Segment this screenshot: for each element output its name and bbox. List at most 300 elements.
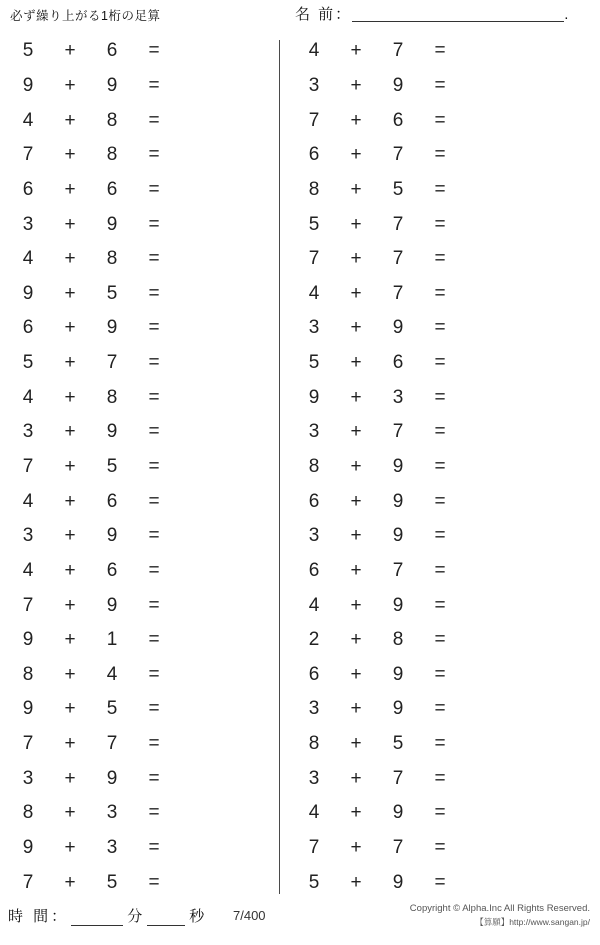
- operand-b: 5: [106, 871, 118, 893]
- answer-blank[interactable]: [460, 491, 550, 513]
- answer-blank[interactable]: [174, 110, 264, 132]
- time-colon: ：: [51, 908, 68, 925]
- plus-icon: +: [64, 421, 76, 443]
- time-label: 時 間: [8, 908, 52, 925]
- operand-a: 8: [22, 802, 34, 824]
- problem-row: [286, 346, 566, 381]
- plus-icon: +: [350, 559, 362, 581]
- equals-icon: =: [148, 317, 160, 339]
- equals-icon: =: [148, 698, 160, 720]
- equals-icon: =: [434, 767, 446, 789]
- operand-b: 6: [392, 352, 404, 374]
- copyright-line-1: Copyright © Alpha.Inc All Rights Reserved.: [409, 903, 590, 914]
- operand-b: 7: [392, 213, 404, 235]
- operand-a: 3: [22, 525, 34, 547]
- operand-b: 9: [106, 525, 118, 547]
- problems-body: [0, 34, 600, 900]
- problem-row: [286, 727, 566, 762]
- operand-a: 3: [22, 767, 34, 789]
- operand-a: 4: [308, 40, 320, 62]
- equals-icon: =: [434, 698, 446, 720]
- operand-a: 5: [22, 40, 34, 62]
- plus-icon: +: [350, 40, 362, 62]
- operand-a: 7: [22, 456, 34, 477]
- operand-a: 8: [308, 178, 320, 200]
- plus-icon: +: [350, 490, 362, 512]
- problem-row: [286, 138, 566, 173]
- equals-icon: =: [434, 871, 446, 893]
- time-field-area: [8, 905, 205, 926]
- operand-a: 3: [308, 74, 320, 96]
- answer-blank[interactable]: [174, 283, 264, 305]
- answer-blank[interactable]: [174, 698, 264, 720]
- plus-icon: +: [350, 109, 362, 131]
- operand-b: 7: [392, 421, 404, 443]
- plus-icon: +: [64, 456, 76, 477]
- answer-blank[interactable]: [460, 40, 550, 62]
- equals-icon: =: [434, 109, 446, 131]
- answer-blank[interactable]: [174, 664, 264, 686]
- problem-row: [0, 761, 280, 796]
- name-colon: ：: [335, 6, 351, 23]
- plus-icon: +: [350, 456, 362, 477]
- problem-row: [0, 658, 280, 693]
- equals-icon: =: [148, 456, 160, 477]
- plus-icon: +: [64, 525, 76, 547]
- answer-blank[interactable]: [460, 698, 550, 720]
- operand-a: 6: [22, 317, 34, 339]
- answer-blank[interactable]: [174, 768, 264, 790]
- plus-icon: +: [350, 282, 362, 304]
- operand-b: 3: [392, 386, 404, 408]
- problem-row: [286, 831, 566, 866]
- plus-icon: +: [64, 144, 76, 166]
- plus-icon: +: [64, 109, 76, 131]
- answer-blank[interactable]: [460, 768, 550, 790]
- answer-blank[interactable]: [174, 40, 264, 62]
- operand-b: 1: [106, 629, 118, 651]
- answer-blank[interactable]: [460, 525, 550, 547]
- equals-icon: =: [148, 40, 160, 62]
- operand-a: 3: [308, 525, 320, 547]
- answer-blank[interactable]: [174, 629, 264, 651]
- problem-row: [0, 380, 280, 415]
- page-header: [0, 0, 600, 34]
- operand-b: 4: [106, 663, 118, 685]
- plus-icon: +: [64, 74, 76, 96]
- problem-row: [286, 242, 566, 277]
- operand-b: 8: [106, 248, 118, 270]
- answer-blank[interactable]: [460, 214, 550, 236]
- plus-icon: +: [350, 594, 362, 616]
- equals-icon: =: [148, 767, 160, 789]
- equals-icon: =: [148, 386, 160, 408]
- answer-blank[interactable]: [460, 837, 550, 859]
- operand-a: 6: [308, 490, 320, 512]
- operand-a: 9: [22, 837, 34, 859]
- operand-a: 9: [308, 386, 320, 408]
- operand-b: 7: [392, 144, 404, 166]
- answer-blank[interactable]: [460, 733, 550, 755]
- problem-row: [286, 658, 566, 693]
- equals-icon: =: [434, 525, 446, 547]
- plus-icon: +: [64, 317, 76, 339]
- operand-a: 5: [308, 871, 320, 893]
- problem-row: [0, 692, 280, 727]
- plus-icon: +: [350, 767, 362, 789]
- operand-b: 9: [106, 74, 118, 96]
- problem-row: [0, 276, 280, 311]
- equals-icon: =: [148, 837, 160, 859]
- answer-blank[interactable]: [460, 110, 550, 132]
- operand-b: 9: [392, 698, 404, 720]
- answer-blank[interactable]: [174, 456, 264, 478]
- operand-b: 5: [392, 733, 404, 755]
- problem-row: [286, 34, 566, 69]
- operand-b: 7: [106, 733, 118, 755]
- minutes-unit-label: 分: [127, 908, 144, 925]
- operand-b: 5: [106, 456, 118, 477]
- problem-row: [286, 519, 566, 554]
- equals-icon: =: [148, 559, 160, 581]
- problem-row: [0, 519, 280, 554]
- operand-a: 9: [22, 629, 34, 651]
- plus-icon: +: [350, 178, 362, 200]
- operand-b: 3: [106, 837, 118, 859]
- equals-icon: =: [434, 144, 446, 166]
- operand-a: 3: [308, 421, 320, 443]
- equals-icon: =: [148, 74, 160, 96]
- answer-blank[interactable]: [174, 317, 264, 339]
- answer-blank[interactable]: [174, 144, 264, 166]
- equals-icon: =: [148, 663, 160, 685]
- operand-b: 6: [106, 40, 118, 62]
- plus-icon: +: [64, 663, 76, 685]
- answer-blank[interactable]: [460, 144, 550, 166]
- plus-icon: +: [350, 871, 362, 893]
- operand-b: 3: [106, 802, 118, 824]
- operand-b: 9: [392, 74, 404, 96]
- operand-a: 9: [22, 698, 34, 720]
- plus-icon: +: [64, 733, 76, 755]
- plus-icon: +: [64, 698, 76, 720]
- operand-b: 6: [106, 490, 118, 512]
- plus-icon: +: [64, 282, 76, 304]
- answer-blank[interactable]: [460, 248, 550, 270]
- operand-a: 8: [22, 663, 34, 685]
- operand-b: 7: [392, 40, 404, 62]
- page-title: 必ず繰り上がる1桁の足算: [10, 9, 161, 23]
- operand-b: 5: [106, 282, 118, 304]
- answer-blank[interactable]: [460, 283, 550, 305]
- problem-row: [286, 173, 566, 208]
- operand-a: 4: [22, 490, 34, 512]
- answer-blank[interactable]: [460, 421, 550, 443]
- problem-row: [0, 415, 280, 450]
- operand-b: 9: [392, 594, 404, 616]
- answer-blank[interactable]: [174, 525, 264, 547]
- problem-row: [0, 103, 280, 138]
- answer-blank[interactable]: [174, 387, 264, 409]
- problem-row: [0, 242, 280, 277]
- plus-icon: +: [64, 40, 76, 62]
- answer-blank[interactable]: [460, 317, 550, 339]
- problem-row: [286, 554, 566, 589]
- operand-a: 7: [22, 594, 34, 616]
- problem-row: [286, 761, 566, 796]
- equals-icon: =: [148, 144, 160, 166]
- plus-icon: +: [350, 248, 362, 270]
- equals-icon: =: [434, 317, 446, 339]
- plus-icon: +: [350, 837, 362, 859]
- equals-icon: =: [434, 421, 446, 443]
- name-label: 名 前: [295, 6, 336, 23]
- plus-icon: +: [64, 594, 76, 616]
- operand-b: 9: [392, 456, 404, 477]
- problem-row: [0, 346, 280, 381]
- plus-icon: +: [350, 663, 362, 685]
- problem-row: [286, 484, 566, 519]
- operand-a: 8: [308, 733, 320, 755]
- operand-b: 8: [106, 109, 118, 131]
- answer-blank[interactable]: [460, 595, 550, 617]
- operand-a: 7: [308, 109, 320, 131]
- answer-blank[interactable]: [174, 595, 264, 617]
- problem-row: [0, 69, 280, 104]
- operand-a: 4: [22, 109, 34, 131]
- minutes-input-line[interactable]: [71, 909, 123, 926]
- operand-a: 4: [308, 802, 320, 824]
- name-dot: .: [564, 6, 569, 23]
- plus-icon: +: [350, 525, 362, 547]
- equals-icon: =: [148, 525, 160, 547]
- operand-a: 4: [22, 386, 34, 408]
- operand-a: 5: [308, 213, 320, 235]
- problem-row: [286, 588, 566, 623]
- equals-icon: =: [434, 282, 446, 304]
- operand-b: 6: [106, 178, 118, 200]
- plus-icon: +: [350, 629, 362, 651]
- equals-icon: =: [434, 802, 446, 824]
- answer-blank[interactable]: [460, 352, 550, 374]
- answer-blank[interactable]: [460, 456, 550, 478]
- operand-a: 4: [22, 559, 34, 581]
- answer-blank[interactable]: [460, 179, 550, 201]
- operand-a: 4: [308, 594, 320, 616]
- equals-icon: =: [434, 559, 446, 581]
- answer-blank[interactable]: [174, 248, 264, 270]
- plus-icon: +: [350, 802, 362, 824]
- plus-icon: +: [64, 802, 76, 824]
- operand-a: 7: [22, 144, 34, 166]
- equals-icon: =: [148, 802, 160, 824]
- problem-row: [286, 69, 566, 104]
- problem-row: [286, 796, 566, 831]
- operand-a: 6: [22, 178, 34, 200]
- operand-b: 6: [392, 109, 404, 131]
- equals-icon: =: [434, 74, 446, 96]
- operand-a: 3: [22, 421, 34, 443]
- answer-blank[interactable]: [460, 75, 550, 97]
- page-footer: [0, 900, 600, 945]
- operand-b: 7: [392, 767, 404, 789]
- plus-icon: +: [350, 144, 362, 166]
- operand-b: 7: [392, 559, 404, 581]
- operand-a: 9: [22, 74, 34, 96]
- problem-row: [0, 34, 280, 69]
- problem-row: [286, 623, 566, 658]
- equals-icon: =: [434, 40, 446, 62]
- problem-row: [286, 415, 566, 450]
- operand-a: 3: [22, 213, 34, 235]
- equals-icon: =: [434, 629, 446, 651]
- problem-row: [286, 450, 566, 485]
- plus-icon: +: [64, 178, 76, 200]
- answer-blank[interactable]: [174, 872, 264, 894]
- problem-column-right: [286, 34, 566, 900]
- answer-blank[interactable]: [174, 837, 264, 859]
- problem-column-left: [0, 34, 280, 900]
- seconds-input-line[interactable]: [147, 909, 185, 926]
- operand-a: 4: [308, 282, 320, 304]
- copyright-line-2: 【算願】http://www.sangan.jp/: [475, 916, 590, 927]
- answer-blank[interactable]: [460, 387, 550, 409]
- operand-a: 8: [308, 456, 320, 477]
- operand-a: 6: [308, 559, 320, 581]
- operand-b: 9: [106, 317, 118, 339]
- problem-row: [0, 796, 280, 831]
- problem-row: [0, 554, 280, 589]
- operand-a: 3: [308, 767, 320, 789]
- answer-blank[interactable]: [460, 664, 550, 686]
- operand-a: 5: [308, 352, 320, 374]
- equals-icon: =: [434, 386, 446, 408]
- operand-b: 7: [392, 837, 404, 859]
- operand-b: 8: [392, 629, 404, 651]
- plus-icon: +: [350, 386, 362, 408]
- operand-a: 9: [22, 282, 34, 304]
- plus-icon: +: [350, 352, 362, 374]
- problem-row: [0, 311, 280, 346]
- name-input-line[interactable]: [352, 4, 564, 22]
- name-field-area: [295, 4, 568, 22]
- equals-icon: =: [434, 837, 446, 859]
- operand-a: 4: [22, 248, 34, 270]
- problem-row: [286, 865, 566, 900]
- operand-a: 3: [308, 698, 320, 720]
- problem-row: [0, 450, 280, 485]
- equals-icon: =: [434, 456, 446, 477]
- plus-icon: +: [64, 490, 76, 512]
- answer-blank[interactable]: [174, 802, 264, 824]
- copyright-block: [410, 902, 590, 928]
- answer-blank[interactable]: [174, 75, 264, 97]
- operand-a: 7: [22, 871, 34, 893]
- equals-icon: =: [148, 421, 160, 443]
- equals-icon: =: [434, 594, 446, 616]
- operand-a: 6: [308, 663, 320, 685]
- problem-row: [286, 276, 566, 311]
- problem-row: [0, 484, 280, 519]
- plus-icon: +: [64, 871, 76, 893]
- operand-b: 9: [392, 663, 404, 685]
- plus-icon: +: [64, 629, 76, 651]
- equals-icon: =: [148, 629, 160, 651]
- answer-blank[interactable]: [174, 491, 264, 513]
- answer-blank[interactable]: [174, 560, 264, 582]
- equals-icon: =: [148, 178, 160, 200]
- operand-b: 9: [106, 767, 118, 789]
- answer-blank[interactable]: [174, 733, 264, 755]
- problem-row: [0, 207, 280, 242]
- operand-a: 7: [308, 837, 320, 859]
- equals-icon: =: [148, 871, 160, 893]
- operand-b: 8: [106, 386, 118, 408]
- problem-row: [0, 588, 280, 623]
- operand-b: 5: [392, 178, 404, 200]
- operand-b: 7: [392, 282, 404, 304]
- seconds-unit-label: 秒: [189, 908, 206, 925]
- plus-icon: +: [350, 421, 362, 443]
- problem-row: [0, 173, 280, 208]
- operand-a: 7: [308, 248, 320, 270]
- problem-row: [0, 727, 280, 762]
- operand-b: 9: [392, 802, 404, 824]
- plus-icon: +: [64, 837, 76, 859]
- answer-blank[interactable]: [460, 802, 550, 824]
- operand-a: 7: [22, 733, 34, 755]
- plus-icon: +: [64, 213, 76, 235]
- operand-b: 9: [392, 525, 404, 547]
- plus-icon: +: [350, 733, 362, 755]
- answer-blank[interactable]: [460, 629, 550, 651]
- operand-b: 9: [106, 594, 118, 616]
- equals-icon: =: [434, 352, 446, 374]
- problem-row: [286, 692, 566, 727]
- equals-icon: =: [148, 248, 160, 270]
- page-number: 7/400: [233, 908, 266, 923]
- plus-icon: +: [350, 317, 362, 339]
- answer-blank[interactable]: [174, 352, 264, 374]
- answer-blank[interactable]: [460, 872, 550, 894]
- problem-row: [0, 831, 280, 866]
- equals-icon: =: [148, 352, 160, 374]
- plus-icon: +: [64, 386, 76, 408]
- operand-a: 2: [308, 629, 320, 651]
- operand-a: 3: [308, 317, 320, 339]
- answer-blank[interactable]: [174, 214, 264, 236]
- equals-icon: =: [434, 213, 446, 235]
- operand-b: 9: [392, 871, 404, 893]
- answer-blank[interactable]: [174, 421, 264, 443]
- equals-icon: =: [148, 490, 160, 512]
- answer-blank[interactable]: [460, 560, 550, 582]
- equals-icon: =: [434, 490, 446, 512]
- operand-b: 9: [106, 421, 118, 443]
- plus-icon: +: [350, 74, 362, 96]
- plus-icon: +: [64, 248, 76, 270]
- operand-a: 5: [22, 352, 34, 374]
- operand-b: 7: [106, 352, 118, 374]
- equals-icon: =: [148, 594, 160, 616]
- operand-b: 7: [392, 248, 404, 270]
- problem-row: [286, 380, 566, 415]
- plus-icon: +: [350, 213, 362, 235]
- answer-blank[interactable]: [174, 179, 264, 201]
- problem-row: [286, 311, 566, 346]
- problem-row: [0, 138, 280, 173]
- plus-icon: +: [64, 767, 76, 789]
